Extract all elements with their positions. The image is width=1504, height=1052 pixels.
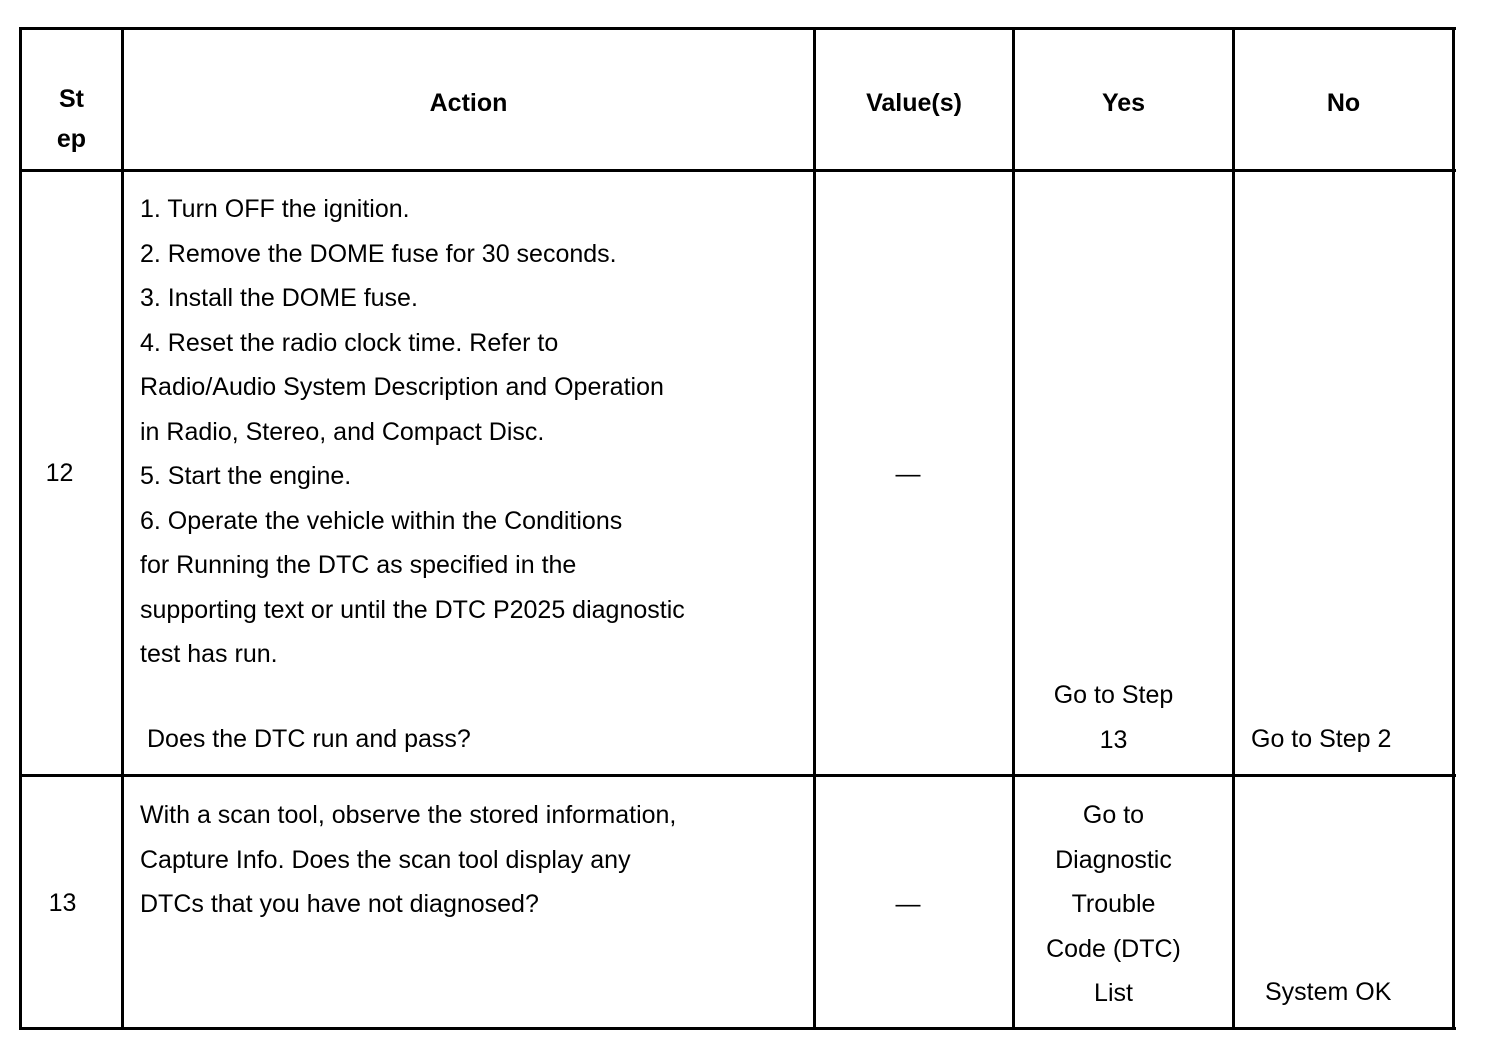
value-cell: — <box>895 460 921 488</box>
yes-cell <box>1005 793 1222 1016</box>
header-yes: Yes <box>1101 89 1146 117</box>
action-line: 1. Turn OFF the ignition. <box>140 195 410 223</box>
action-line: 4. Reset the radio clock time. Refer to <box>140 328 559 357</box>
yes-line: Trouble <box>1071 890 1156 918</box>
yes-line: 13 <box>1099 725 1128 754</box>
action-line: Capture Info. Does the scan tool display any <box>140 845 631 874</box>
yes-cell <box>1005 673 1222 762</box>
action-line: in Radio, Stereo, and Compact Disc. <box>140 417 545 446</box>
header-no: No <box>1326 89 1361 117</box>
action-line: test has run. <box>140 640 278 668</box>
yes-line: List <box>1094 979 1133 1007</box>
step-number: 13 <box>48 889 77 917</box>
table-border-right <box>1452 27 1455 1030</box>
action-line: 6. Operate the vehicle within the Conditions <box>140 506 623 535</box>
action-instructions <box>140 793 676 927</box>
column-divider-step <box>121 27 124 1030</box>
yes-line: Diagnostic <box>1055 845 1172 874</box>
table-border-bottom <box>19 1027 1456 1030</box>
action-question: Does the DTC run and pass? <box>147 725 471 753</box>
yes-line: Go to Step <box>1053 681 1174 709</box>
action-line: 2. Remove the DOME fuse for 30 seconds. <box>140 239 617 268</box>
action-line: supporting text or until the DTC P2025 diagnostic <box>140 595 685 624</box>
header-step <box>22 79 121 159</box>
action-line: With a scan tool, observe the stored information, <box>140 801 677 829</box>
action-line: for Running the DTC as specified in the <box>140 551 577 579</box>
table-border-left <box>19 27 22 1030</box>
yes-line: Code (DTC) <box>1046 934 1181 963</box>
column-divider-yes <box>1232 27 1235 1030</box>
yes-line: Go to <box>1082 801 1145 829</box>
row-divider <box>19 774 1456 777</box>
action-line: Radio/Audio System Description and Operation <box>140 373 664 401</box>
step-number: 12 <box>45 459 74 487</box>
value-cell: — <box>895 890 921 918</box>
header-action: Action <box>429 89 508 117</box>
table-border-top <box>19 27 1456 30</box>
action-line: DTCs that you have not diagnosed? <box>140 890 539 918</box>
no-cell: Go to Step 2 <box>1251 725 1392 753</box>
header-values: Value(s) <box>866 89 962 117</box>
header-divider <box>19 169 1456 172</box>
action-instructions <box>140 187 685 677</box>
action-line: 5. Start the engine. <box>140 462 352 490</box>
header-step-line: St <box>59 85 84 113</box>
column-divider-action <box>813 27 816 1030</box>
no-cell: System OK <box>1265 978 1392 1006</box>
header-step-line: ep <box>56 125 87 153</box>
action-line: 3. Install the DOME fuse. <box>140 284 418 312</box>
